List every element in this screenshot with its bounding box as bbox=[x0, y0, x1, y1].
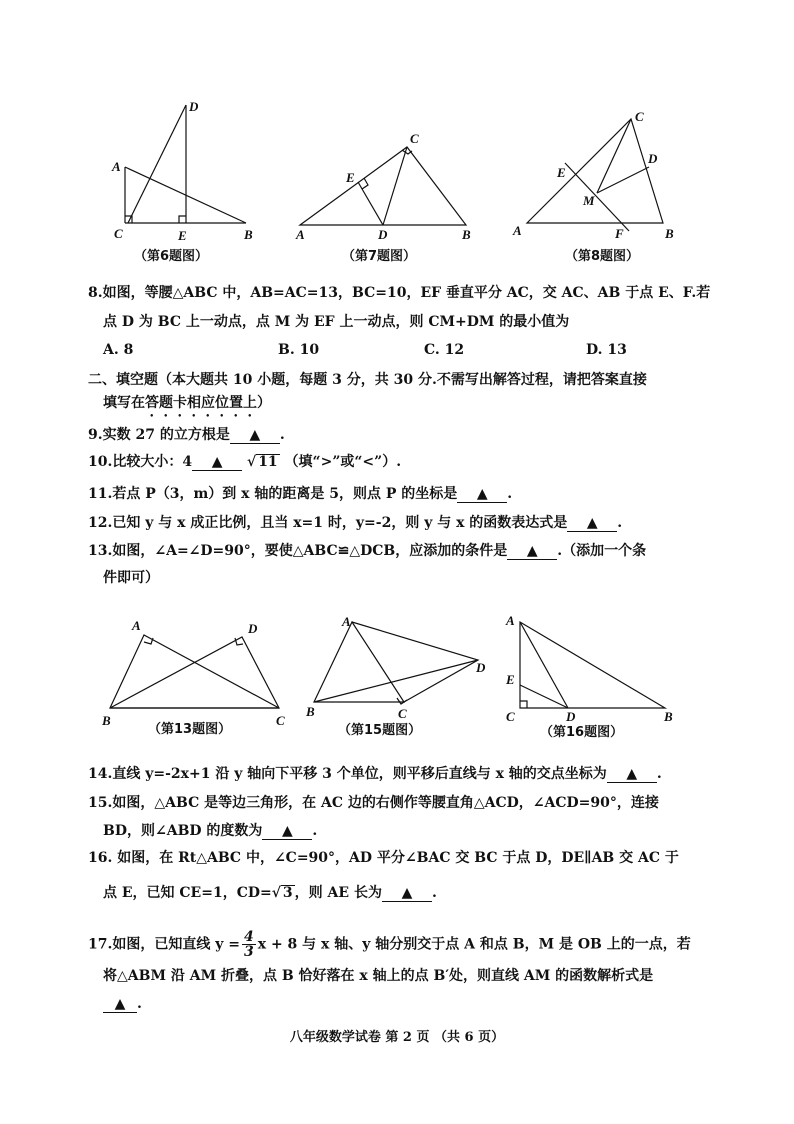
fig7-label: B bbox=[462, 227, 471, 242]
section-2-heading: 二、填空题（本大题共 10 小题，每题 3 分，共 30 分.不需写出解答过程，请把答案直接 bbox=[88, 372, 647, 388]
question-11: 11.若点 P（3，m）到 x 轴的距离是 5，则点 P 的坐标是 ▲ . bbox=[88, 486, 513, 502]
sqrt-radicand: 3 bbox=[282, 885, 293, 901]
question-15-line-2: BD，则∠ABD 的度数为 ▲ . bbox=[103, 823, 318, 839]
fig15-label: C bbox=[398, 706, 407, 721]
question-10: 10.比较大小：4 ▲ √ 11 （填“>”或“<”）. bbox=[88, 454, 402, 470]
fig16-label: E bbox=[506, 672, 515, 687]
question-13-line-2: 件即可） bbox=[103, 570, 159, 586]
fig16-label: B bbox=[664, 709, 673, 724]
question-8-line-2: 点 D 为 BC 上一动点，点 M 为 EF 上一动点，则 CM+DM 的最小值为 bbox=[103, 314, 570, 330]
fig7-label: E bbox=[346, 170, 355, 185]
question-12: 12.已知 y 与 x 成正比例，且当 x=1 时，y=-2，则 y 与 x 的函数表达式是 ▲ . bbox=[88, 515, 623, 531]
answer-blank: ▲ bbox=[192, 454, 242, 471]
fig8-label: B bbox=[665, 226, 674, 241]
emphasis-text: 答题卡相应位置上 bbox=[145, 395, 257, 411]
fig13-label: C bbox=[276, 713, 285, 728]
fig7-label: A bbox=[296, 227, 305, 242]
question-17-line-1: 17.如图，已知直线 y = $\frac{4}{3}$ x + 8 与 x 轴、y 轴分别交于点 A 和点 B，M 是 OB 上的一点，若 bbox=[88, 929, 691, 960]
fig6-label: E bbox=[178, 228, 187, 243]
question-17-line-2: 将△ABM 沿 AM 折叠，点 B 恰好落在 x 轴上的点 B′处，则直线 AM 的函数解析式是 bbox=[103, 968, 654, 984]
answer-blank: ▲ bbox=[262, 823, 312, 840]
question-13: 13.如图，∠A=∠D=90°，要使△ABC≌△DCB，应添加的条件是 ▲ .（添加一个条 bbox=[88, 543, 647, 559]
section-2-heading-line-2: 填写在答题卡相应位置上） bbox=[103, 395, 271, 411]
fig15-caption: （第15题图） bbox=[338, 723, 422, 738]
figure-13 bbox=[98, 615, 298, 745]
question-16-line-1: 16. 如图，在 Rt△ABC 中，∠C=90°，AD 平分∠BAC 交 BC 于点 D，DE∥AB 交 AC 于 bbox=[88, 850, 679, 866]
fig13-label: B bbox=[102, 713, 111, 728]
figure-8 bbox=[505, 105, 695, 265]
fig16-label: C bbox=[506, 709, 515, 724]
fraction: $\frac{4}{3}$ bbox=[243, 929, 254, 960]
fig16-caption: （第16题图） bbox=[540, 725, 624, 740]
fig6-label: A bbox=[112, 159, 121, 174]
fig16-label: A bbox=[506, 613, 515, 628]
figure-16 bbox=[500, 610, 690, 745]
question-16-line-2: 点 E，已知 CE=1，CD=√ 3 ，则 AE 长为 ▲ . bbox=[103, 885, 437, 901]
question-15-line-1: 15.如图，△ABC 是等边三角形，在 AC 边的右侧作等腰直角△ACD，∠ACD=90°，连接 bbox=[88, 795, 659, 811]
fig16-label: D bbox=[566, 709, 576, 724]
answer-blank: ▲ bbox=[457, 486, 507, 503]
sqrt-radicand: 11 bbox=[258, 454, 278, 470]
fig7-label: C bbox=[410, 131, 419, 146]
fig6-caption: （第6题图） bbox=[134, 249, 209, 264]
answer-blank: ▲ bbox=[507, 543, 557, 560]
fig13-label: D bbox=[248, 621, 258, 636]
figure-15 bbox=[300, 610, 500, 745]
question-9: 9.实数 27 的立方根是 ▲ . bbox=[88, 427, 285, 443]
answer-blank: ▲ bbox=[607, 766, 657, 783]
fig13-caption: （第13题图） bbox=[148, 722, 232, 737]
fig6-label: B bbox=[244, 227, 253, 242]
answer-blank: ▲ bbox=[103, 996, 137, 1013]
question-14: 14.直线 y=-2x+1 沿 y 轴向下平移 3 个单位，则平移后直线与 x 轴的交点坐标为 ▲ . bbox=[88, 766, 662, 782]
question-17-line-3: ▲ . bbox=[103, 994, 142, 1014]
fig8-caption: （第8题图） bbox=[565, 249, 640, 264]
fig6-label: D bbox=[189, 99, 199, 114]
option-d: D. 13 bbox=[586, 342, 627, 358]
fig8-label: A bbox=[513, 223, 522, 238]
fig7-caption: （第7题图） bbox=[342, 249, 417, 264]
fig8-label: E bbox=[557, 165, 566, 180]
fig8-label: C bbox=[635, 109, 644, 124]
figure-7 bbox=[290, 125, 480, 265]
option-a: A. 8 bbox=[103, 342, 134, 358]
fig7-label: D bbox=[378, 227, 388, 242]
answer-blank: ▲ bbox=[567, 515, 617, 532]
fig15-label: A bbox=[342, 614, 351, 629]
fig15-label: D bbox=[476, 660, 486, 675]
fig13-label: A bbox=[132, 618, 141, 633]
fig8-label: D bbox=[648, 151, 658, 166]
fig6-label: C bbox=[114, 226, 123, 241]
fig8-label: M bbox=[583, 193, 595, 208]
answer-blank: ▲ bbox=[382, 885, 432, 902]
fig15-label: B bbox=[306, 704, 315, 719]
answer-blank: ▲ bbox=[230, 427, 280, 444]
question-8-line-1: 8.如图，等腰△ABC 中，AB=AC=13，BC=10，EF 垂直平分 AC，交 AC、AB 于点 E、F.若 bbox=[88, 285, 711, 301]
option-c: C. 12 bbox=[424, 342, 465, 358]
page-footer: 八年级数学试卷 第 2 页 （共 6 页） bbox=[289, 1030, 505, 1045]
option-b: B. 10 bbox=[278, 342, 320, 358]
fig8-label: F bbox=[615, 226, 624, 241]
figure-6 bbox=[100, 95, 270, 265]
